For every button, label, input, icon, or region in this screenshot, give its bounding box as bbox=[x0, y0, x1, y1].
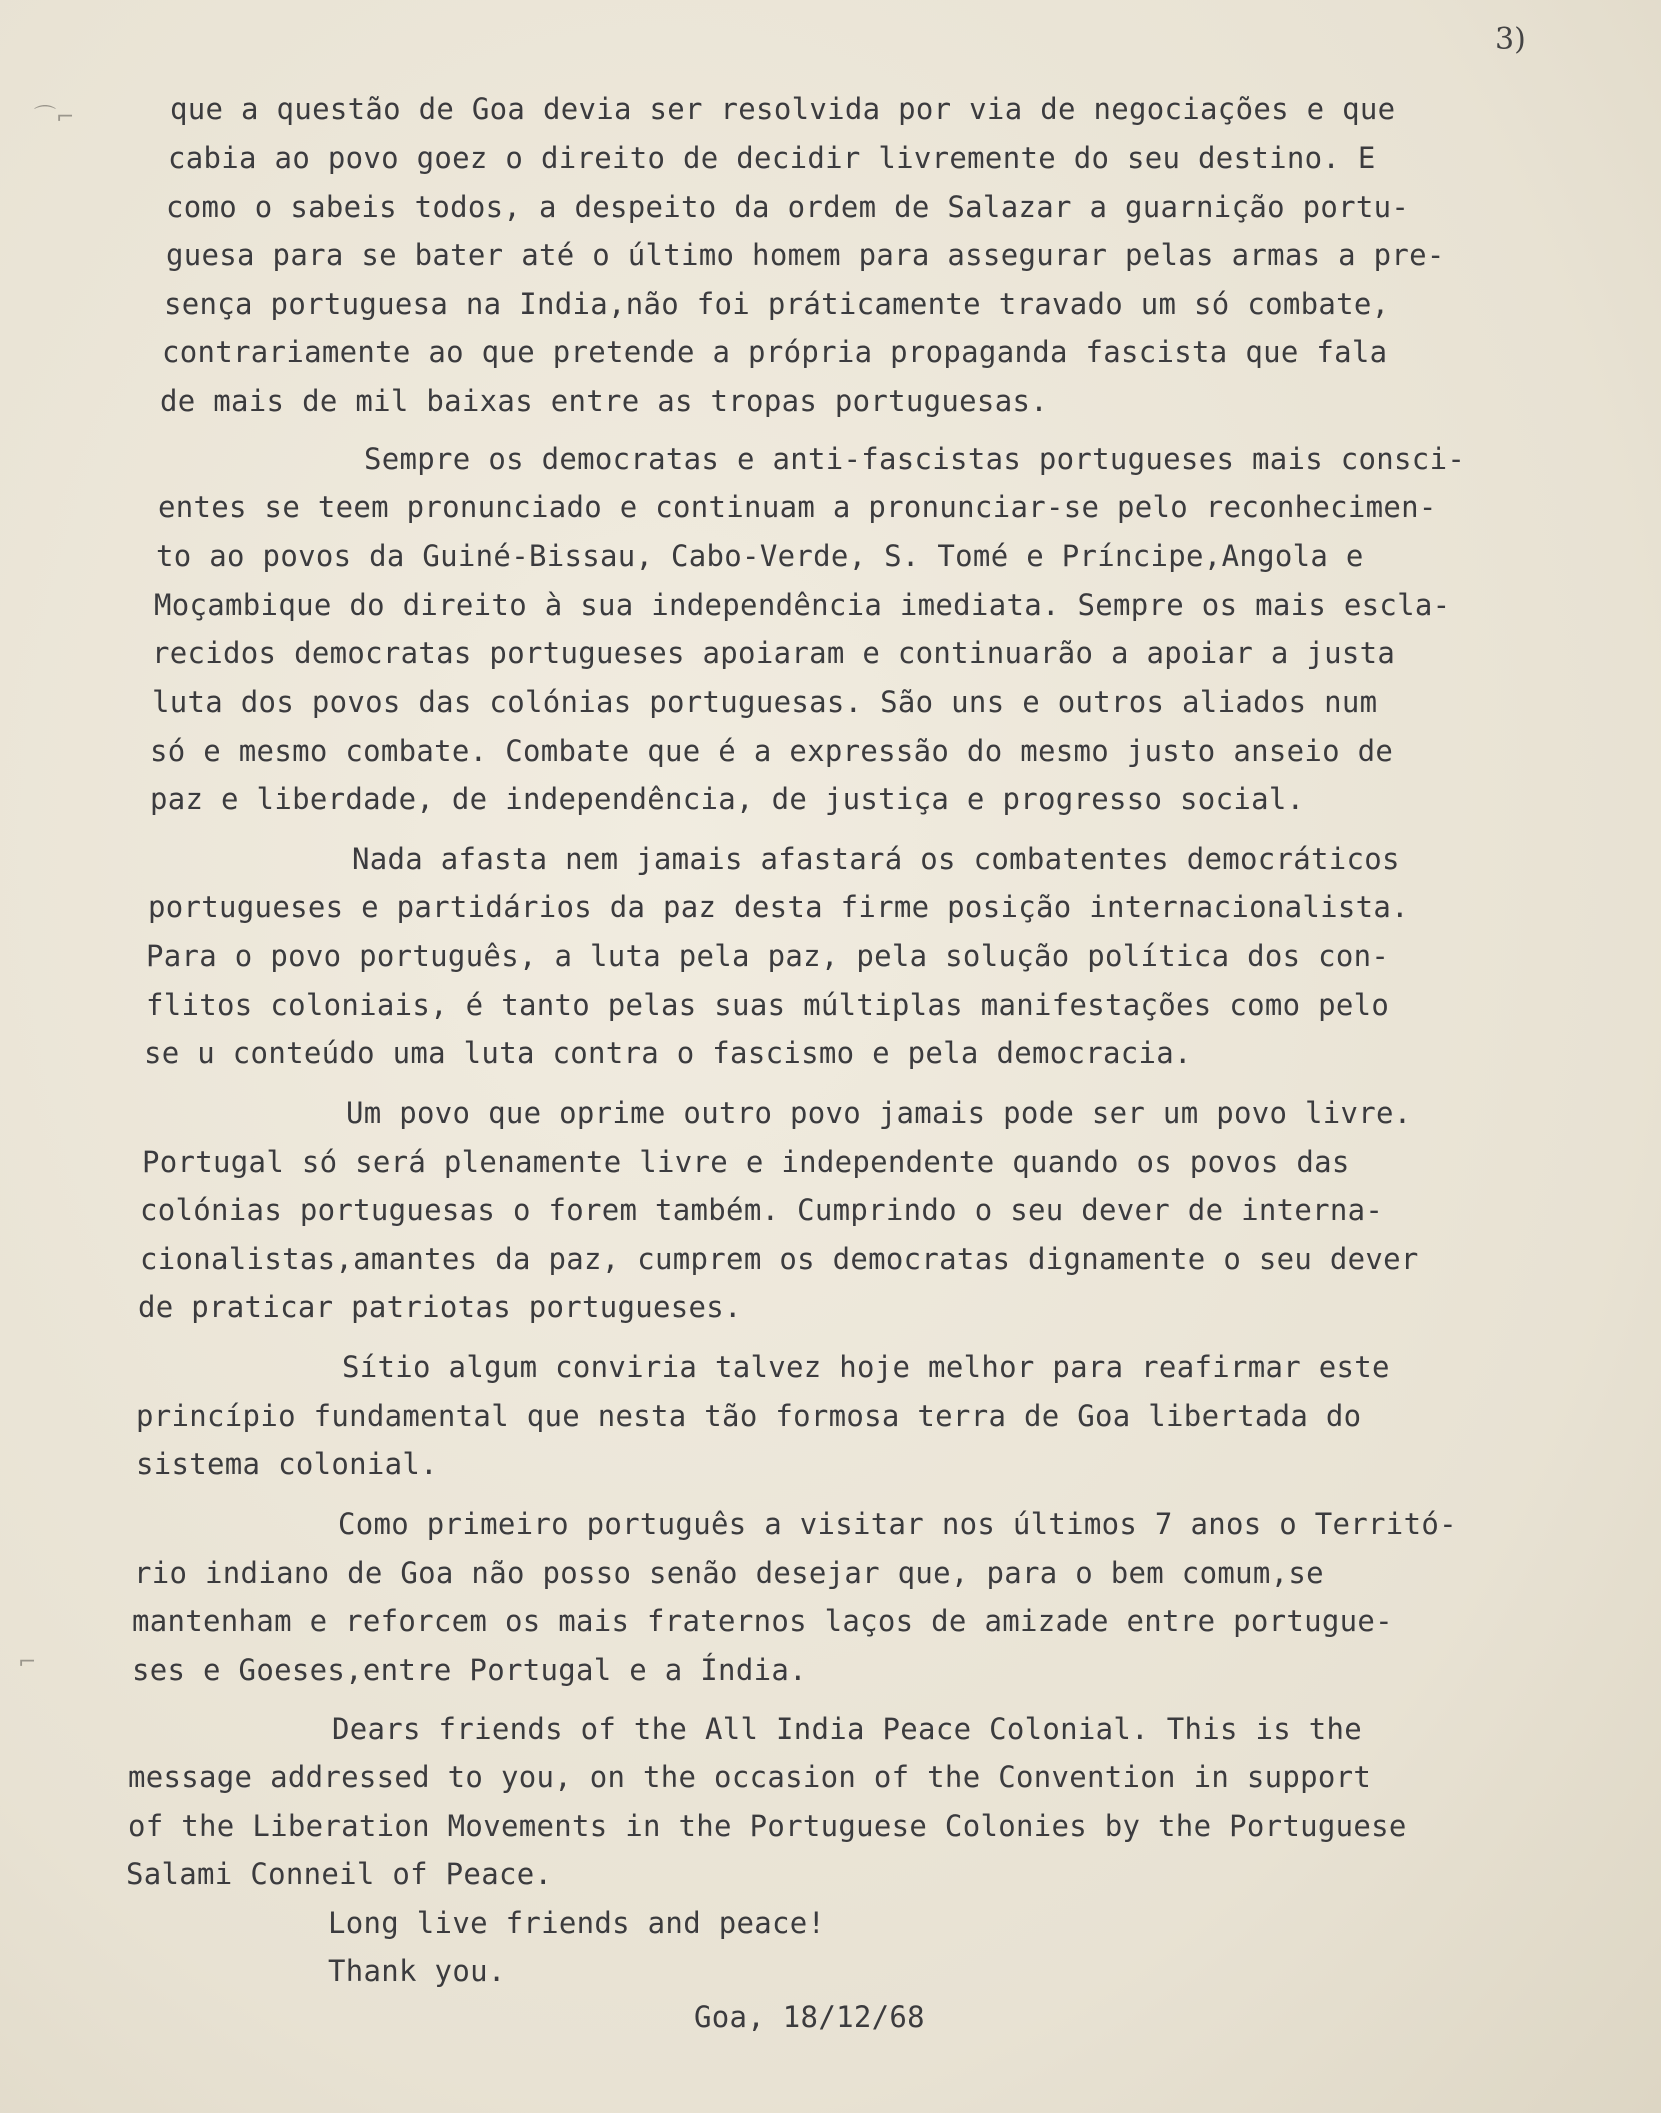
text-line: Para o povo português, a luta pela paz, pela solução política dos con- bbox=[146, 939, 1390, 973]
text-line: to ao povos da Guiné-Bissau, Cabo-Verde, S. Tomé e Príncipe,Angola e bbox=[156, 539, 1364, 573]
closing-line: Thank you. bbox=[328, 1954, 506, 1988]
text-line: luta dos povos das colónias portuguesas. São uns e outros aliados num bbox=[152, 685, 1378, 719]
text-line: sença portuguesa na India,não foi práticamente travado um só combate, bbox=[164, 287, 1390, 321]
margin-mark: ⌐ bbox=[18, 1650, 37, 1675]
text-line: paz e liberdade, de independência, de justiça e progresso social. bbox=[150, 782, 1305, 816]
text-line: flitos coloniais, é tanto pelas suas múltiplas manifestações como pelo bbox=[146, 988, 1390, 1022]
margin-mark: ⌒⌐ bbox=[34, 105, 75, 130]
text-line: rio indiano de Goa não posso senão desejar que, para o bem comum,se bbox=[134, 1556, 1324, 1590]
text-line: Salami Conneil of Peace. bbox=[126, 1857, 553, 1891]
text-line: entes se teem pronunciado e continuam a pronunciar-se pelo reconhecimen- bbox=[158, 490, 1437, 524]
text-line: message addressed to you, on the occasion of the Convention in support bbox=[128, 1760, 1372, 1794]
text-line: cionalistas,amantes da paz, cumprem os democratas dignamente o seu dever bbox=[140, 1242, 1419, 1276]
date-line: Goa, 18/12/68 bbox=[694, 2000, 925, 2034]
text-line: se u conteúdo uma luta contra o fascismo e pela democracia. bbox=[144, 1036, 1192, 1070]
text-line: cabia ao povo goez o direito de decidir livremente do seu destino. E bbox=[168, 141, 1376, 175]
text-line: of the Liberation Movements in the Portuguese Colonies by the Portuguese bbox=[128, 1809, 1407, 1843]
text-line: Sítio algum conviria talvez hoje melhor para reafirmar este bbox=[342, 1350, 1390, 1384]
text-line: mantenham e reforcem os mais fraternos laços de amizade entre portugue- bbox=[132, 1604, 1393, 1638]
text-line: recidos democratas portugueses apoiaram e continuarão a apoiar a justa bbox=[152, 636, 1396, 670]
closing-line: Long live friends and peace! bbox=[328, 1906, 826, 1940]
text-line: princípio fundamental que nesta tão formosa terra de Goa libertada do bbox=[136, 1399, 1362, 1433]
text-line: Um povo que oprime outro povo jamais pode ser um povo livre. bbox=[346, 1096, 1412, 1130]
text-line: de praticar patriotas portugueses. bbox=[138, 1290, 742, 1324]
text-line: Nada afasta nem jamais afastará os combatentes democráticos bbox=[352, 842, 1400, 876]
text-line: ses e Goeses,entre Portugal e a Índia. bbox=[132, 1653, 807, 1687]
text-line: Como primeiro português a visitar nos últimos 7 anos o Territó- bbox=[338, 1507, 1457, 1541]
text-line: como o sabeis todos, a despeito da ordem de Salazar a guarnição portu- bbox=[166, 190, 1410, 224]
text-line: portugueses e partidários da paz desta firme posição internacionalista. bbox=[148, 890, 1409, 924]
page-number: 3) bbox=[1495, 22, 1526, 57]
text-line: sistema colonial. bbox=[136, 1447, 438, 1481]
text-line: Moçambique do direito à sua independência imediata. Sempre os mais escla- bbox=[154, 588, 1451, 622]
text-line: contrariamente ao que pretende a própria propaganda fascista que fala bbox=[162, 335, 1388, 369]
text-line: Dears friends of the All India Peace Colonial. This is the bbox=[332, 1712, 1363, 1746]
text-line: só e mesmo combate. Combate que é a expressão do mesmo justo anseio de bbox=[150, 734, 1394, 768]
text-line: Portugal só será plenamente livre e independente quando os povos das bbox=[142, 1145, 1350, 1179]
text-line: que a questão de Goa devia ser resolvida por via de negociações e que bbox=[170, 92, 1396, 126]
text-line: guesa para se bater até o último homem para assegurar pelas armas a pre- bbox=[166, 238, 1445, 272]
text-line: Sempre os democratas e anti-fascistas portugueses mais consci- bbox=[364, 442, 1466, 476]
text-line: de mais de mil baixas entre as tropas portuguesas. bbox=[160, 384, 1048, 418]
text-line: colónias portuguesas o forem também. Cumprindo o seu dever de interna- bbox=[140, 1193, 1384, 1227]
